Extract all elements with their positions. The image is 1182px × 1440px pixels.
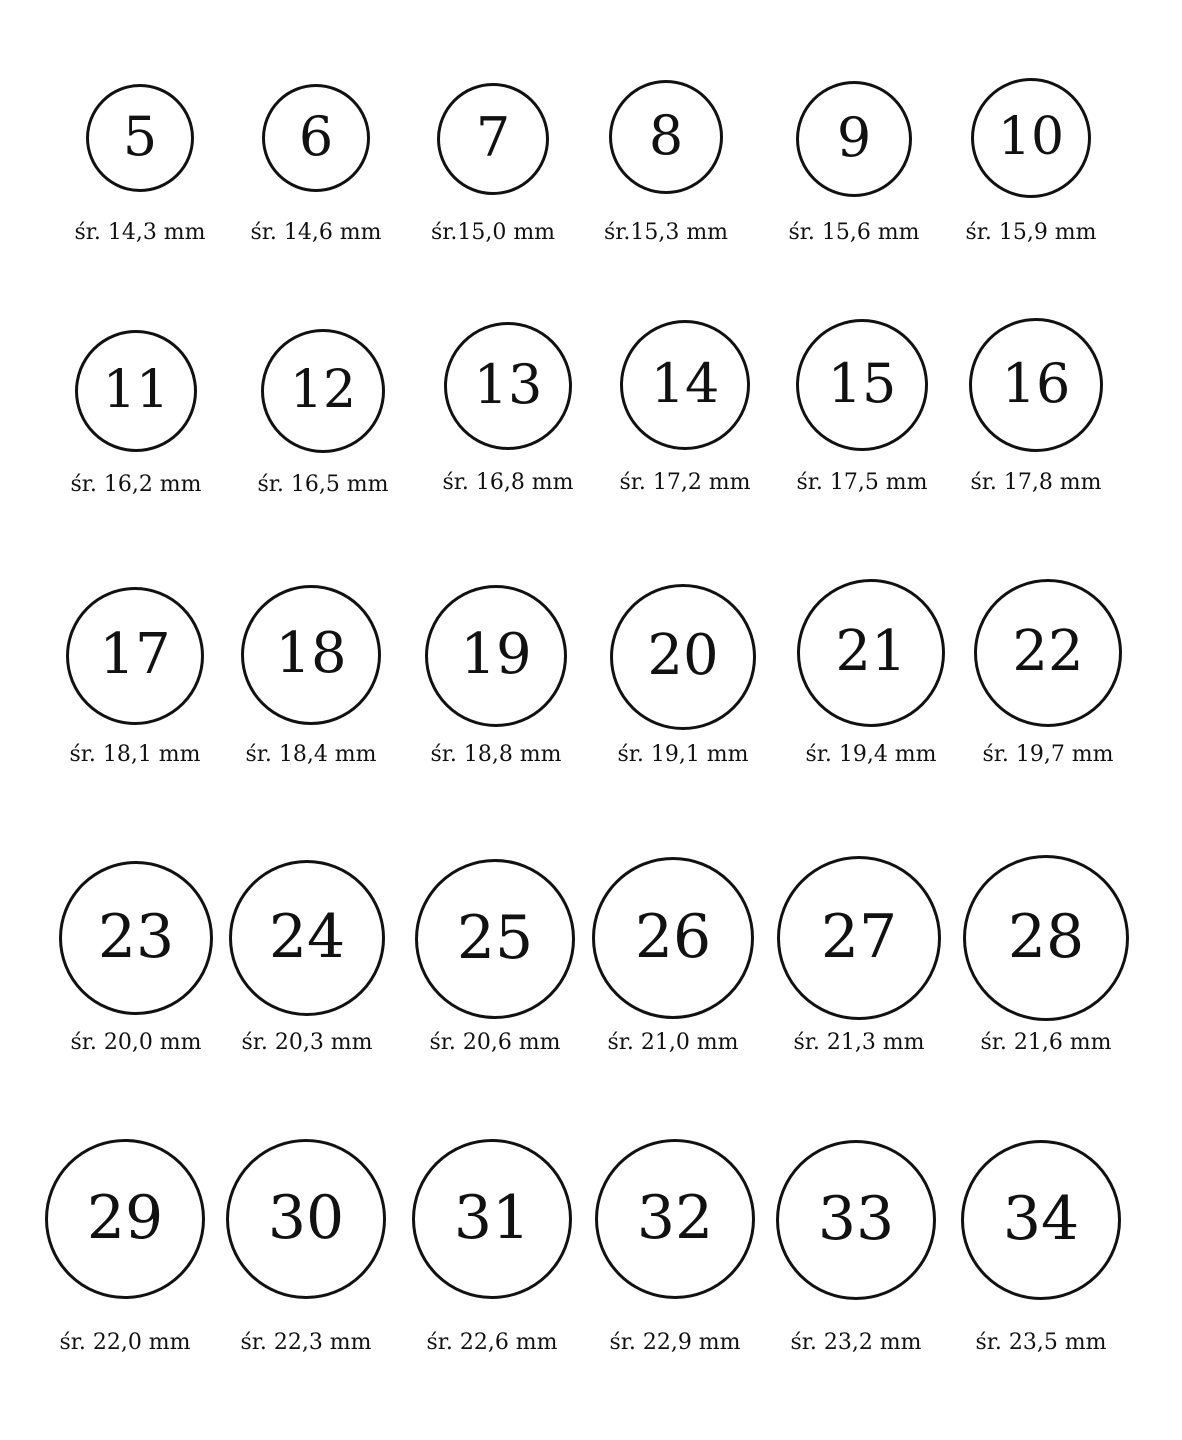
ring-size-number: 31 [453,1182,531,1253]
ring-diameter-label: śr.15,0 mm [430,220,556,245]
ring-size-circle [974,579,1122,727]
ring-size-number: 13 [473,352,543,416]
ring-diameter-label: śr. 21,6 mm [980,1030,1112,1055]
ring-diameter-label: śr. 17,5 mm [796,470,928,495]
ring-size-number: 12 [289,359,357,420]
ring-size-circle [620,320,750,450]
ring-size-circle [226,1139,386,1299]
ring-diameter-label: śr. 22,6 mm [426,1330,558,1355]
ring-size-number: 7 [475,105,511,169]
ring-size-number: 27 [820,901,898,972]
ring-size-number: 16 [1001,351,1071,415]
ring-size-number: 5 [122,104,158,168]
ring-size-circle [415,859,575,1019]
ring-diameter-label: śr. 14,3 mm [74,220,206,245]
ring-size-circle [86,84,194,192]
ring-size-number: 29 [86,1182,164,1253]
ring-size-number: 28 [1007,901,1085,972]
ring-size-circle [797,579,945,727]
ring-diameter-label: śr. 16,2 mm [70,472,202,497]
ring-diameter-label: śr. 17,8 mm [970,470,1102,495]
ring-size-circle [59,861,213,1015]
ring-diameter-label: śr. 22,9 mm [609,1330,741,1355]
ring-size-circle [796,319,928,451]
ring-size-number: 11 [102,359,170,420]
ring-size-circle [595,1139,755,1299]
ring-size-circle [229,860,385,1016]
ring-size-number: 24 [268,901,346,972]
ring-size-number: 33 [817,1183,895,1254]
ring-size-circle [45,1139,205,1299]
ring-size-number: 32 [636,1182,714,1253]
ring-diameter-label: śr. 20,3 mm [241,1030,373,1055]
ring-size-number: 6 [298,104,334,168]
ring-diameter-label: śr. 22,0 mm [59,1330,191,1355]
ring-diameter-label: śr.15,3 mm [603,220,729,245]
ring-diameter-label: śr. 22,3 mm [240,1330,372,1355]
ring-size-number: 22 [1012,618,1084,684]
ring-size-circle [610,584,756,730]
ring-diameter-label: śr. 19,7 mm [982,742,1114,767]
ring-size-number: 25 [456,902,534,973]
ring-size-circle [425,585,567,727]
ring-diameter-label: śr. 15,6 mm [788,220,920,245]
ring-size-number: 15 [827,351,897,415]
ring-diameter-label: śr. 21,0 mm [607,1030,739,1055]
ring-size-circle [963,855,1129,1021]
ring-size-circle [777,856,941,1020]
ring-size-circle [796,81,912,197]
ring-size-number: 10 [997,106,1065,167]
ring-diameter-label: śr. 19,1 mm [617,742,749,767]
ring-size-number: 34 [1002,1183,1080,1254]
ring-diameter-label: śr. 18,4 mm [245,742,377,767]
ring-size-circle [66,587,204,725]
ring-size-circle [609,80,723,194]
ring-size-number: 26 [634,901,712,972]
ring-diameter-label: śr. 21,3 mm [793,1030,925,1055]
ring-size-number: 19 [460,621,532,687]
ring-size-circle [969,318,1103,452]
ring-diameter-label: śr. 18,8 mm [430,742,562,767]
ring-size-circle [971,78,1091,198]
ring-diameter-label: śr. 18,1 mm [69,742,201,767]
ring-size-number: 30 [267,1182,345,1253]
ring-size-number: 23 [97,901,175,972]
ring-size-circle [592,857,754,1019]
ring-size-circle [262,84,370,192]
ring-size-circle [437,83,549,195]
ring-size-number: 21 [835,618,907,684]
ring-diameter-label: śr. 23,2 mm [790,1330,922,1355]
ring-diameter-label: śr. 14,6 mm [250,220,382,245]
ring-size-number: 9 [836,105,872,169]
ring-diameter-label: śr. 20,6 mm [429,1030,561,1055]
ring-diameter-label: śr. 16,5 mm [257,472,389,497]
ring-size-number: 14 [650,351,720,415]
ring-diameter-label: śr. 16,8 mm [442,470,574,495]
ring-diameter-label: śr. 15,9 mm [965,220,1097,245]
ring-diameter-label: śr. 20,0 mm [70,1030,202,1055]
ring-size-circle [776,1140,936,1300]
ring-diameter-label: śr. 23,5 mm [975,1330,1107,1355]
ring-size-number: 8 [648,103,684,167]
ring-size-circle [75,330,197,452]
ring-size-number: 18 [275,620,347,686]
ring-size-number: 20 [647,622,719,688]
ring-size-circle [961,1140,1121,1300]
ring-size-circle [412,1139,572,1299]
ring-size-circle [241,585,381,725]
ring-size-circle [261,329,385,453]
ring-diameter-label: śr. 19,4 mm [805,742,937,767]
ring-size-number: 17 [99,621,171,687]
ring-size-circle [444,322,572,450]
ring-diameter-label: śr. 17,2 mm [619,470,751,495]
